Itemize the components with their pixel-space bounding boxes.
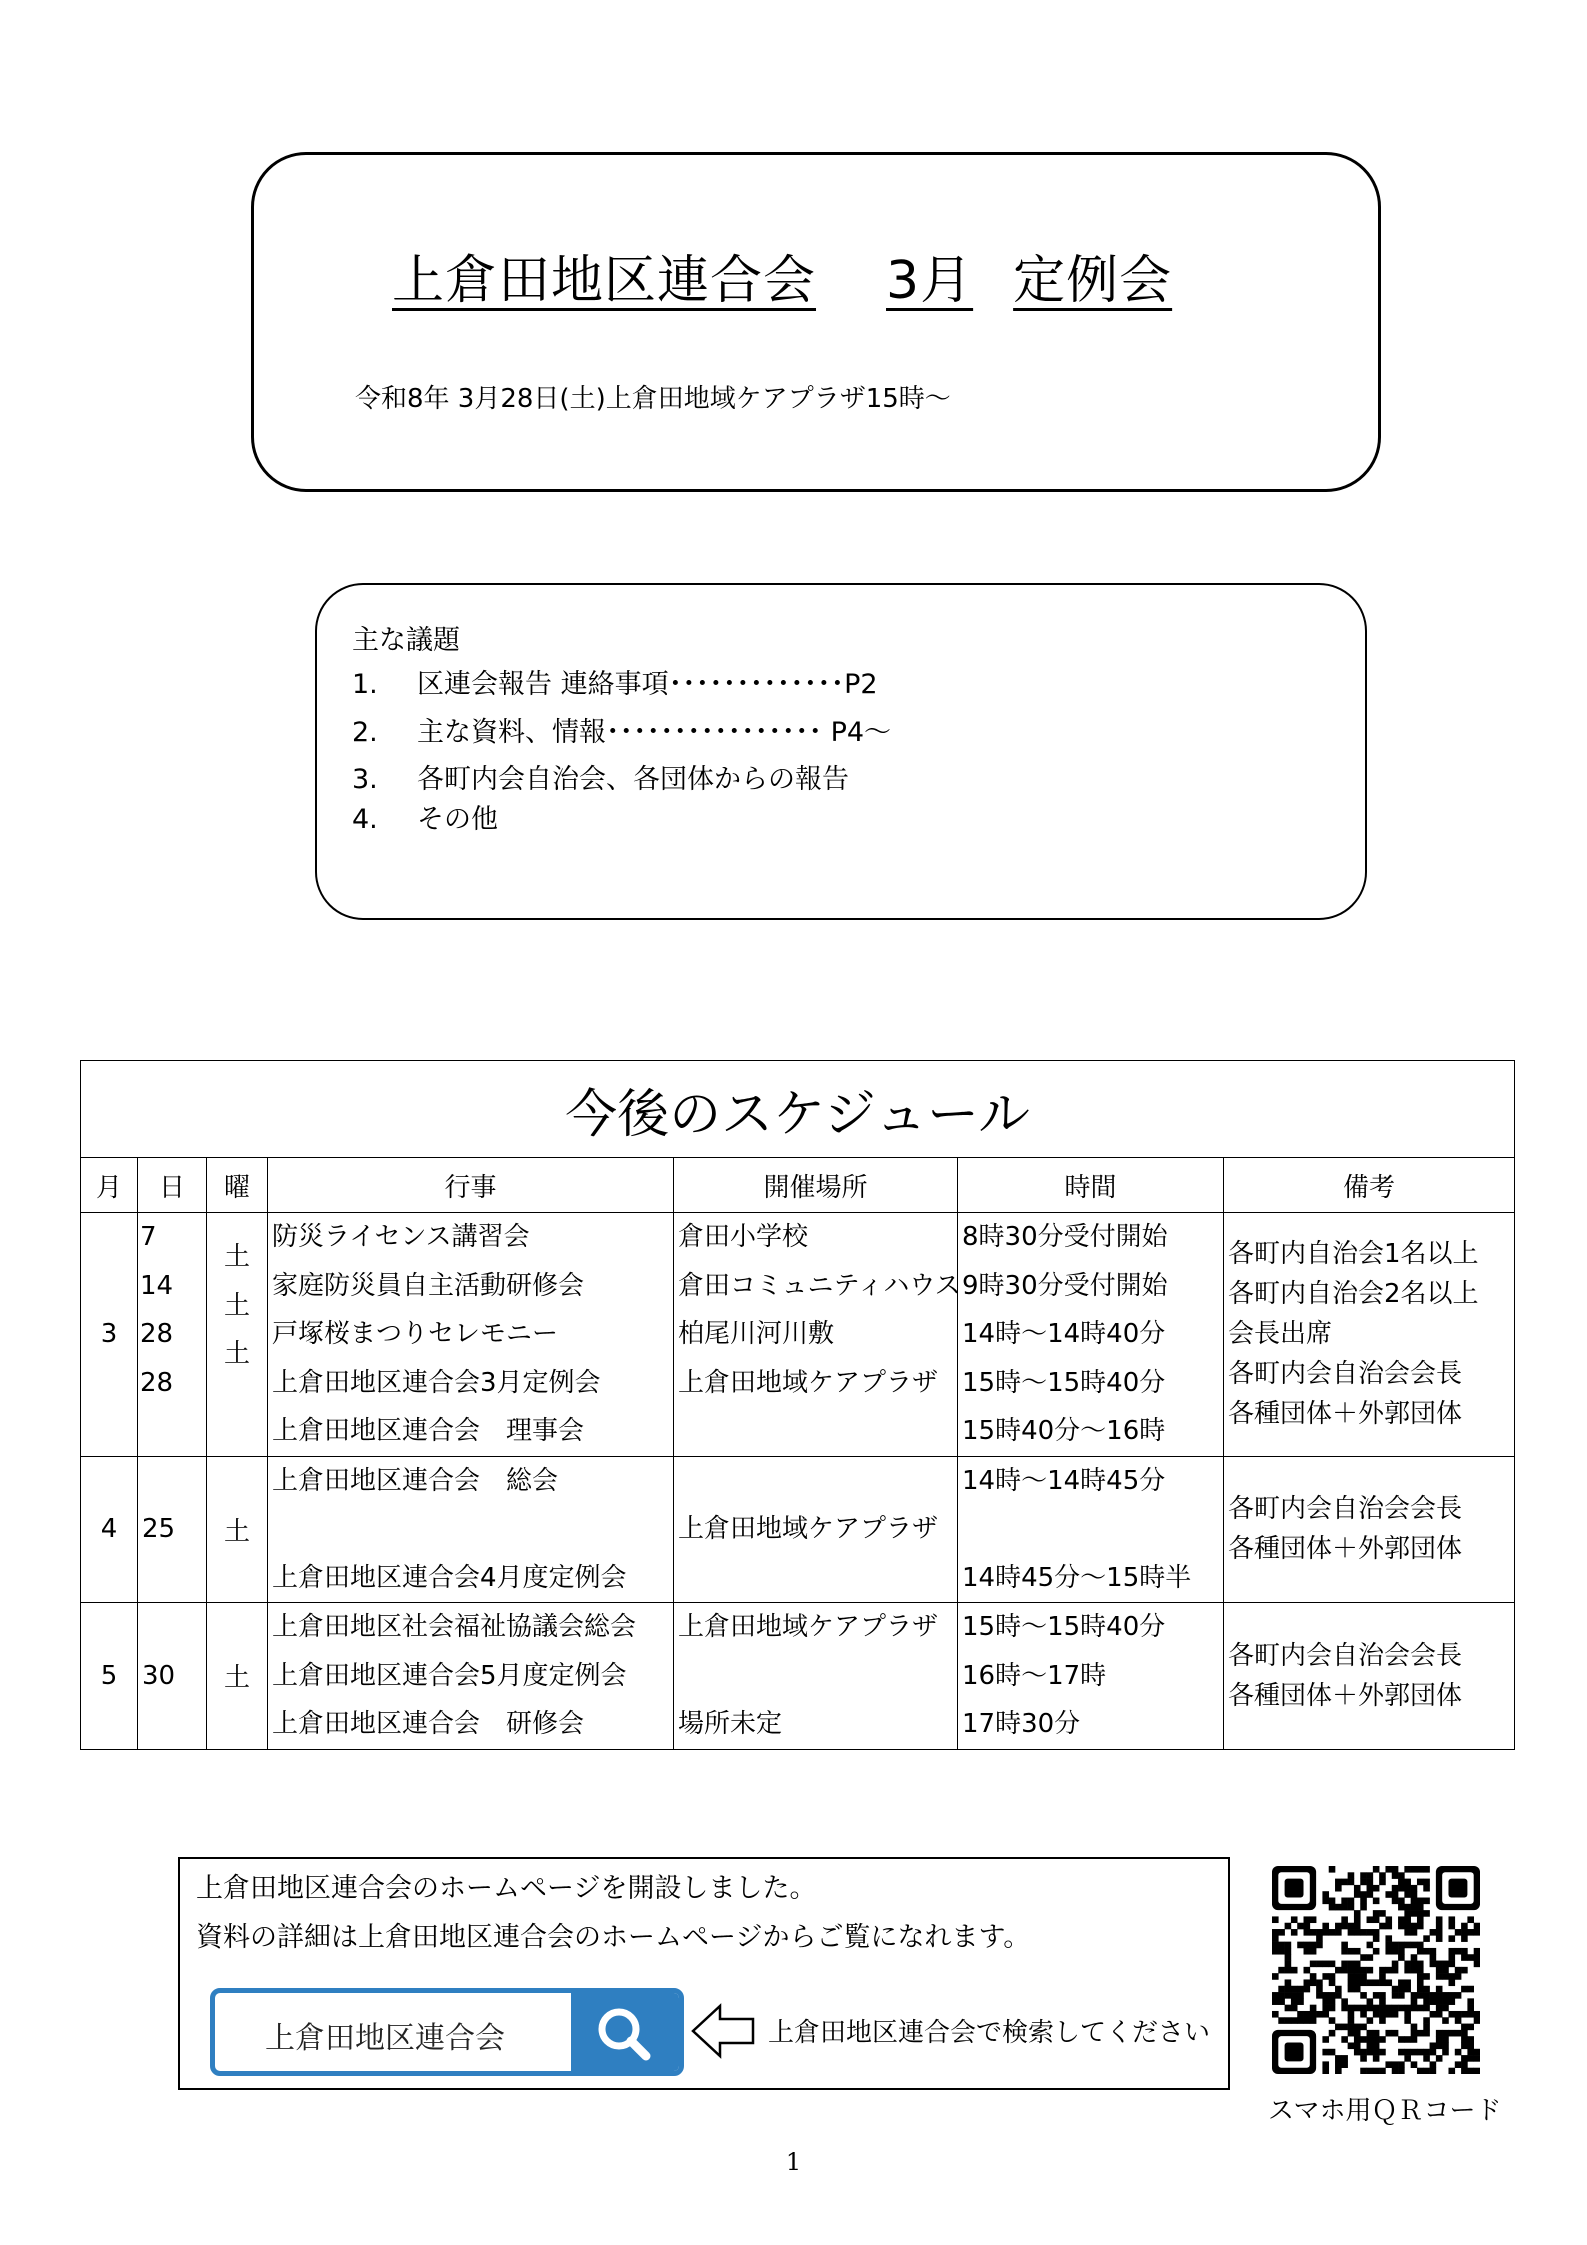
cell-month: 4 (81, 1456, 138, 1603)
cell-places: 倉田小学校 倉田コミュニティハウス 柏尾川河川敷 上倉田地域ケアプラザ (674, 1213, 958, 1457)
cell-day: 25 (138, 1456, 207, 1603)
header-time: 時間 (958, 1158, 1224, 1213)
agenda-item: 2. 主な資料、情報････････････････ P4～ (352, 717, 892, 748)
cell-weekdays: 土 土 土 (207, 1213, 268, 1457)
header-event: 行事 (268, 1158, 674, 1213)
search-hint: 上倉田地区連合会で検索してください (768, 2018, 1211, 2048)
agenda-box (315, 583, 1367, 920)
cell-times: 15時～15時40分 16時～17時 17時30分 (958, 1603, 1224, 1750)
homepage-line-2: 資料の詳細は上倉田地区連合会のホームページからご覧になれます。 (196, 1922, 1031, 1953)
cell-weekday: 土 (207, 1603, 268, 1750)
search-bar-text: 上倉田地区連合会 (265, 2021, 505, 2056)
cell-day: 30 (138, 1603, 207, 1750)
cell-notes: 各町内会自治会会長 各種団体＋外郭団体 (1224, 1603, 1515, 1750)
qr-code-icon[interactable] (1272, 1866, 1480, 2074)
cell-places: 上倉田地域ケアプラザ (674, 1456, 958, 1603)
page-number: 1 (785, 2148, 802, 2176)
table-header-row (81, 1158, 1515, 1213)
homepage-line-1: 上倉田地区連合会のホームページを開設しました。 (196, 1873, 817, 1904)
agenda-heading: 主な議題 (352, 625, 460, 656)
cell-month: 5 (81, 1603, 138, 1750)
title-org: 上倉田地区連合会 (392, 251, 817, 311)
left-arrow-icon (690, 2003, 756, 2059)
cell-events: 上倉田地区連合会 総会 上倉田地区連合会4月度定例会 (268, 1456, 674, 1603)
cell-events: 上倉田地区社会福祉協議会総会 上倉田地区連合会5月度定例会 上倉田地区連合会 研修会 (268, 1603, 674, 1750)
agenda-item: 1. 区連会報告 連絡事項･････････････P2 (352, 669, 878, 700)
table-row (81, 1603, 1515, 1750)
cell-times: 8時30分受付開始 9時30分受付開始 14時～14時40分 15時～15時40分 15時40分～16時 (958, 1213, 1224, 1457)
cell-notes: 各町内会自治会会長 各種団体＋外郭団体 (1224, 1456, 1515, 1603)
header-box (251, 152, 1381, 492)
cell-days: 7 14 28 28 (138, 1213, 207, 1457)
search-icon (571, 1993, 679, 2071)
page-title (392, 238, 1252, 313)
agenda-item: 4. その他 (352, 804, 498, 835)
title-month: 3月 (886, 251, 974, 311)
cell-places: 上倉田地域ケアプラザ 場所未定 (674, 1603, 958, 1750)
table-row (81, 1456, 1515, 1603)
agenda-item: 3. 各町内会自治会、各団体からの報告 (352, 764, 849, 795)
cell-events: 防災ライセンス講習会 家庭防災員自主活動研修会 戸塚桜まつりセレモニー 上倉田地区連合会3月定例会 上倉田地区連合会 理事会 (268, 1213, 674, 1457)
header-place: 開催場所 (674, 1158, 958, 1213)
meeting-datetime: 令和8年 3月28日(土)上倉田地域ケアプラザ15時～ (355, 384, 951, 414)
title-event: 定例会 (1013, 251, 1173, 311)
table-row (81, 1213, 1515, 1457)
header-month: 月 (81, 1158, 138, 1213)
cell-notes: 各町内自治会1名以上 各町内自治会2名以上 会長出席 各町内会自治会会長 各種団体＋外郭団体 (1224, 1213, 1515, 1457)
schedule-title: 今後のスケジュール (81, 1061, 1515, 1158)
schedule-table (80, 1060, 1515, 1750)
search-button[interactable] (571, 1993, 679, 2071)
cell-weekday: 土 (207, 1456, 268, 1603)
search-bar[interactable] (210, 1988, 684, 2076)
header-notes: 備考 (1224, 1158, 1515, 1213)
header-day: 日 (138, 1158, 207, 1213)
cell-times: 14時～14時45分 14時45分～15時半 (958, 1456, 1224, 1603)
cell-month: 3 (81, 1213, 138, 1457)
header-weekday: 曜 (207, 1158, 268, 1213)
qr-code-label: スマホ用ＱＲコード (1268, 2096, 1502, 2126)
